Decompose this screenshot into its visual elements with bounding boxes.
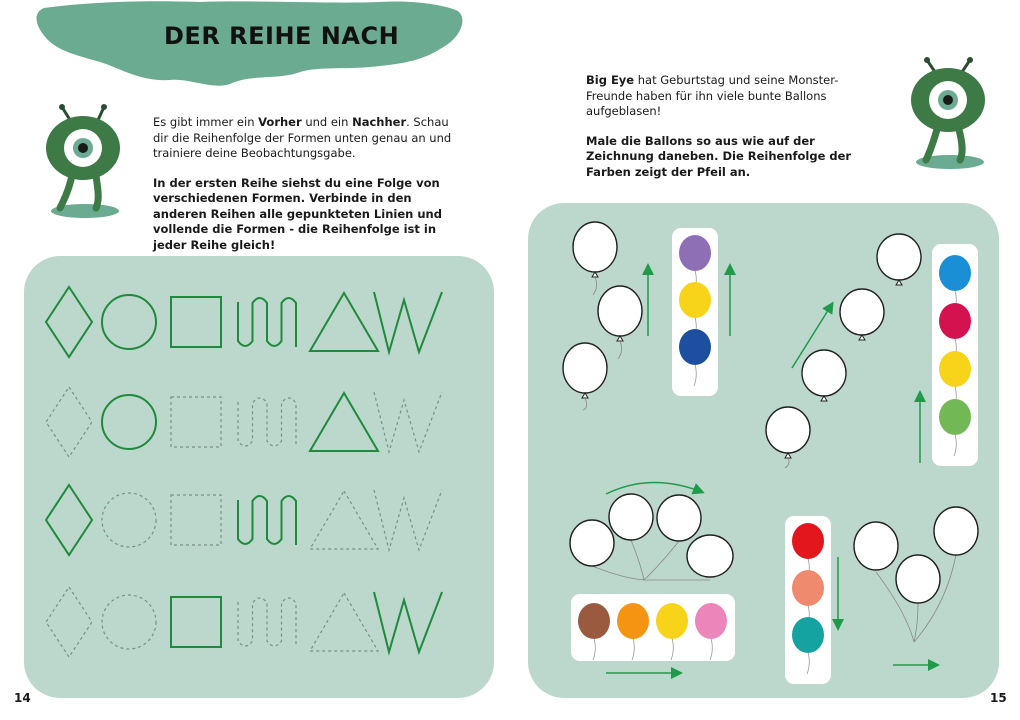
shape-row [46, 287, 442, 357]
dark-blue-balloon [679, 329, 711, 365]
white-balloon [854, 522, 898, 570]
purple-balloon [679, 235, 711, 271]
shape-row [46, 485, 442, 555]
brown-balloon [578, 603, 610, 639]
page-title: DER REIHE NACH [164, 22, 400, 50]
zigzag-dotted-shape [374, 392, 442, 452]
arrow-curved [606, 482, 702, 494]
shape-rows [46, 287, 442, 657]
white-balloon [766, 407, 810, 468]
white-balloon [840, 289, 884, 340]
blue-balloon [939, 255, 971, 291]
text-run: Big Eye [586, 73, 635, 87]
orange-balloon [617, 603, 649, 639]
red-balloon [792, 523, 824, 559]
right-task-text: Male die Ballons so aus wie auf der Zeichnung daneben. Die Reihenfolge der Farben zeigt der Pfeil an. [586, 133, 852, 179]
triangle-dotted-shape [310, 593, 378, 651]
yellow-balloon [679, 282, 711, 318]
wave-shape [238, 496, 296, 545]
white-balloon [573, 222, 617, 295]
diamond-shape [46, 287, 92, 357]
left-task-text: In der ersten Reihe siehst du eine Folge von verschiedenen Formen. Verbinde in den anderen Reihen alle gepunkteten Linien und vollende die Formen - die Reihenfolge ist in jeder Reihe gleich! [153, 175, 442, 252]
balloon-group-4 [838, 507, 978, 665]
white-balloon [687, 535, 733, 577]
wave-dotted-shape [238, 598, 296, 647]
shape-row [46, 587, 442, 657]
white-balloon [598, 286, 642, 359]
white-balloon [657, 495, 701, 541]
page-number-left: 14 [14, 691, 31, 705]
green-balloon [939, 399, 971, 435]
text-run: . Schau dir die Reihenfolge der Formen unten genau an und trainiere deine Beobachtungsgabe. [153, 115, 452, 160]
text-run: Es gibt immer ein [153, 115, 259, 129]
yellow-balloon [939, 351, 971, 387]
color-key-box [932, 244, 978, 466]
diamond-dotted-shape [46, 587, 92, 657]
monster-left [46, 104, 120, 218]
white-balloon [563, 343, 607, 410]
white-balloon [877, 234, 921, 285]
text-run: Nachher [352, 115, 407, 129]
diamond-shape [46, 485, 92, 555]
white-balloon [570, 520, 614, 566]
yellow-balloon [656, 603, 688, 639]
diamond-dotted-shape [46, 387, 92, 457]
circle-dotted-shape [102, 493, 156, 547]
circle-shape [102, 395, 156, 449]
teal-balloon [792, 617, 824, 653]
zigzag-dotted-shape [374, 490, 442, 550]
page-number-right: 15 [990, 691, 1007, 705]
triangle-shape [310, 393, 378, 451]
triangle-shape [310, 293, 378, 351]
white-balloon [934, 507, 978, 555]
white-balloon [802, 350, 846, 401]
crimson-balloon [939, 303, 971, 339]
circle-shape [102, 295, 156, 349]
square-shape [171, 297, 221, 347]
text-run: Vorher [258, 115, 302, 129]
square-shape [171, 597, 221, 647]
wave-shape [238, 298, 296, 347]
color-key-box [672, 228, 718, 396]
balloon-group-2 [766, 234, 921, 468]
square-dotted-shape [171, 495, 221, 545]
circle-dotted-shape [102, 595, 156, 649]
zigzag-shape [374, 292, 442, 352]
triangle-dotted-shape [310, 491, 378, 549]
monster-right [911, 57, 985, 169]
white-balloon [896, 555, 940, 603]
color-key-box [785, 516, 831, 684]
white-balloon [609, 494, 653, 540]
text-run: und ein [301, 115, 353, 129]
color-key-box [571, 594, 735, 661]
pink-balloon [695, 603, 727, 639]
text-run: hat Geburtstag und seine Monster-Freunde haben für ihn viele bunte Ballons aufgeblasen! [586, 73, 839, 118]
wave-dotted-shape [238, 398, 296, 447]
salmon-balloon [792, 570, 824, 606]
zigzag-shape [374, 592, 442, 652]
shape-row [46, 387, 442, 457]
square-dotted-shape [171, 397, 221, 447]
